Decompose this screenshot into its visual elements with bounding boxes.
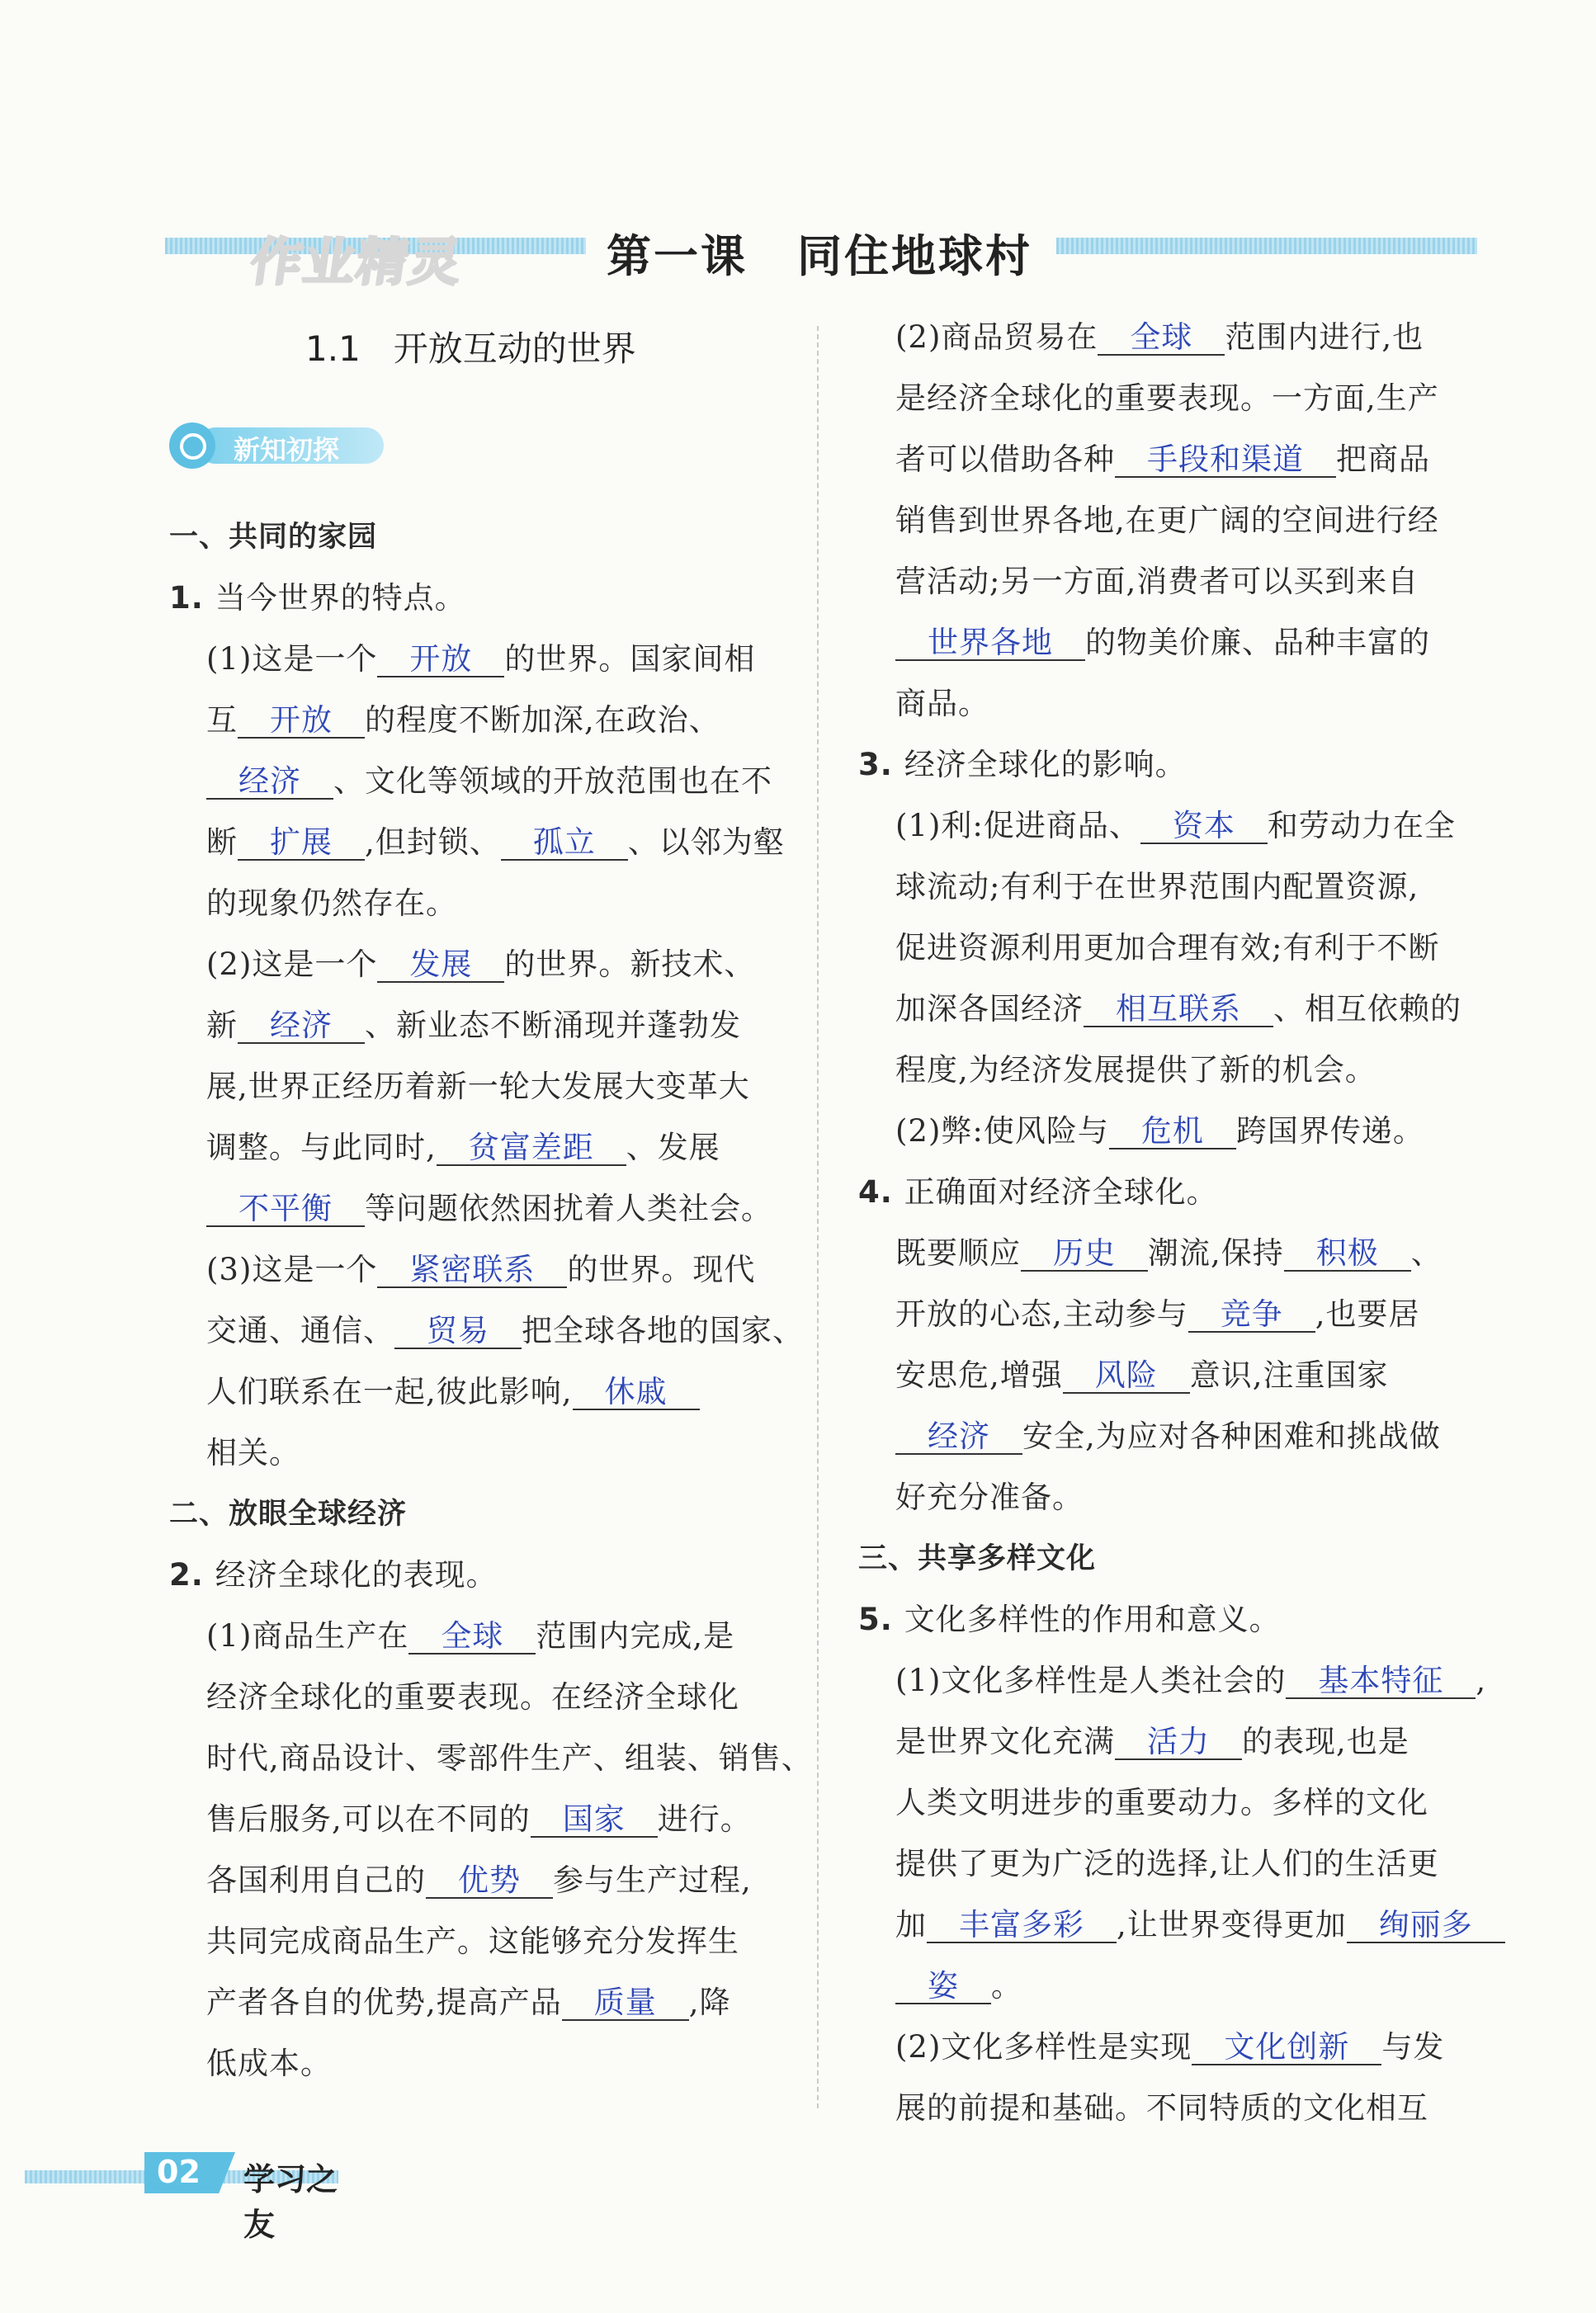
text-line — [895, 1723, 1409, 1761]
text-run: 当今世界的特点。 — [215, 580, 466, 616]
text-run: (1)这是一个 — [206, 641, 378, 677]
text-run: 促进资源利用更加合理有效;有利于不断 — [895, 930, 1440, 965]
lesson-title — [607, 221, 1032, 285]
text-line — [206, 885, 457, 923]
text-run: 经济全球化的表现。 — [215, 1557, 498, 1593]
text-run: 进行。 — [657, 1801, 752, 1837]
text-run: 、新业态不断涌现并蓬勃发 — [365, 1008, 741, 1043]
text-run: 正确面对经济全球化。 — [904, 1174, 1218, 1210]
text-line — [895, 1234, 1443, 1272]
text-line — [895, 319, 1424, 356]
answer-blank: 风险 — [1063, 1359, 1190, 1394]
answer-blank: 贸易 — [394, 1315, 522, 1349]
text-run: 既要顺应 — [895, 1235, 1021, 1271]
text-line — [895, 1357, 1389, 1395]
text-run: 、相互依赖的 — [1273, 991, 1461, 1027]
item-number: 5. — [858, 1602, 904, 1637]
text-line — [895, 563, 1419, 601]
text-line — [895, 929, 1439, 967]
text-line — [206, 1923, 739, 1961]
text-run: 潮流,保持 — [1148, 1235, 1284, 1271]
text-run: 、文化等领域的开放范围也在不 — [333, 763, 772, 799]
answer-blank: 历史 — [1021, 1237, 1148, 1272]
text-run: 销售到世界各地,在更广阔的空间进行经 — [895, 503, 1439, 538]
section-heading: 一、共同的家园 — [169, 521, 378, 554]
text-run: 的世界。现代 — [567, 1252, 756, 1287]
text-line — [895, 1418, 1441, 1456]
text-run: 产者各自的优势,提高产品 — [206, 1985, 562, 2020]
text-line — [206, 1678, 739, 1716]
watermark: 作业精灵 — [247, 232, 467, 292]
text-line — [206, 1801, 752, 1839]
text-line — [206, 2045, 332, 2083]
badge-label: 新知初探 — [234, 434, 340, 465]
text-run: 文化多样性的作用和意义。 — [904, 1602, 1281, 1637]
text-run: 营活动;另一方面,消费者可以买到来自 — [895, 564, 1419, 599]
answer-blank: 姿 — [895, 1970, 991, 2004]
text-run: 展的前提和基础。不同特质的文化相互 — [895, 2090, 1428, 2126]
answer-blank: 质量 — [562, 1986, 689, 2021]
text-run: 是经济全球化的重要表现。一方面,生产 — [895, 380, 1439, 416]
text-line — [895, 1967, 1022, 2005]
text-line — [206, 1251, 755, 1289]
text-run: (1)利:促进商品、 — [895, 808, 1140, 843]
text-run: 共同完成商品生产。这能够充分发挥生 — [206, 1924, 739, 1959]
answer-blank: 基本特征 — [1286, 1664, 1476, 1699]
text-run: 意识,注重国家 — [1189, 1357, 1389, 1393]
answer-blank: 贫富差距 — [437, 1131, 626, 1166]
text-line — [206, 1617, 734, 1655]
text-run: 球流动;有利于在世界范围内配置资源, — [895, 869, 1419, 904]
text-run: 的世界。新技术、 — [504, 946, 756, 982]
text-run: 把全球各地的国家、 — [522, 1313, 804, 1348]
text-line — [206, 824, 785, 861]
answer-blank: 文化创新 — [1192, 2031, 1381, 2065]
section-number: 1.1 — [305, 328, 361, 369]
text-run: (1)文化多样性是人类社会的 — [895, 1663, 1287, 1698]
text-line — [206, 1373, 700, 1411]
text-line — [206, 1862, 752, 1900]
answer-blank: 积极 — [1284, 1237, 1411, 1272]
text-line — [895, 1784, 1428, 1822]
text-run: 者可以借助各种 — [895, 441, 1115, 477]
text-line — [895, 502, 1439, 540]
text-run: (2)弊:使风险与 — [895, 1113, 1109, 1149]
text-run: 开放的心态,主动参与 — [895, 1296, 1188, 1332]
answer-blank: 开放 — [238, 704, 365, 739]
answer-blank: 经济 — [238, 1009, 365, 1044]
text-line — [895, 1906, 1505, 1944]
answer-blank: 紧密联系 — [377, 1253, 567, 1288]
section-heading: 三、共享多样文化 — [858, 1542, 1097, 1575]
answer-blank: 活力 — [1115, 1725, 1242, 1760]
text-line — [206, 1312, 804, 1350]
text-line — [895, 1051, 1376, 1089]
text-line — [895, 2028, 1444, 2066]
text-run: (2)这是一个 — [206, 946, 378, 982]
text-run: 范围内进行,也 — [1225, 319, 1424, 355]
text-line — [895, 1112, 1424, 1150]
text-run: 的物美价廉、品种丰富的 — [1085, 625, 1430, 660]
item-number: 1. — [169, 580, 215, 616]
page-number: 02 — [157, 2154, 201, 2190]
text-run: 商品。 — [895, 686, 989, 721]
answer-blank: 经济 — [206, 765, 333, 800]
text-run: 新 — [206, 1008, 238, 1043]
numbered-item — [858, 746, 1187, 784]
text-line — [895, 685, 989, 723]
text-run: 是世界文化充满 — [895, 1724, 1115, 1759]
text-run: 安思危,增强 — [895, 1357, 1063, 1393]
text-run: (1)商品生产在 — [206, 1618, 409, 1654]
text-run: 范围内完成,是 — [536, 1618, 735, 1654]
answer-blank: 全球 — [1098, 321, 1225, 356]
text-line — [895, 2089, 1428, 2127]
text-run: 低成本。 — [206, 2046, 332, 2081]
text-run: 、 — [1410, 1235, 1443, 1271]
text-run: 时代,商品设计、零部件生产、组装、销售、 — [206, 1740, 813, 1776]
text-line — [206, 1984, 731, 2022]
target-icon — [169, 422, 215, 469]
text-run: 程度,为经济发展提供了新的机会。 — [895, 1052, 1376, 1088]
numbered-item — [169, 1556, 498, 1594]
section-name: 开放互动的世界 — [393, 328, 636, 369]
text-run: 各国利用自己的 — [206, 1862, 426, 1898]
text-run: (2)文化多样性是实现 — [895, 2029, 1192, 2065]
text-run: ,但封锁、 — [365, 824, 501, 860]
text-line — [895, 1845, 1439, 1883]
text-run: 加深各国经济 — [895, 991, 1084, 1027]
text-run: 与发 — [1381, 2029, 1445, 2065]
text-line — [895, 1662, 1486, 1700]
text-run: 。 — [991, 1968, 1022, 2004]
text-run: , — [1476, 1663, 1487, 1698]
text-run: 互 — [206, 702, 238, 738]
answer-blank: 国家 — [531, 1803, 658, 1838]
item-number: 3. — [858, 747, 904, 782]
item-number: 2. — [169, 1557, 215, 1593]
text-run: 交通、通信、 — [206, 1313, 394, 1348]
answer-blank: 开放 — [377, 643, 504, 677]
text-line — [895, 624, 1430, 662]
new-knowledge-badge — [169, 422, 384, 469]
section-title — [305, 322, 636, 371]
text-run: 参与生产过程, — [553, 1862, 752, 1898]
text-run: 、以邻为壑 — [627, 824, 785, 860]
text-run: 好充分准备。 — [895, 1480, 1084, 1515]
column-divider — [817, 326, 819, 2108]
text-run: 经济全球化的重要表现。在经济全球化 — [206, 1679, 739, 1715]
text-line — [895, 1296, 1420, 1334]
text-line — [206, 1068, 750, 1106]
section-heading: 二、放眼全球经济 — [169, 1498, 408, 1531]
text-run: 人们联系在一起,彼此影响, — [206, 1374, 573, 1409]
text-run: 和劳动力在全 — [1267, 808, 1456, 843]
item-number: 4. — [858, 1174, 904, 1210]
text-run: 的世界。国家间相 — [504, 641, 756, 677]
answer-blank: 优势 — [426, 1864, 553, 1899]
text-run: 等问题依然困扰着人类社会。 — [365, 1191, 772, 1226]
text-run: 断 — [206, 824, 238, 860]
answer-blank: 手段和渠道 — [1115, 443, 1336, 478]
answer-blank: 休戚 — [573, 1376, 700, 1410]
text-run: 提供了更为广泛的选择,让人们的生活更 — [895, 1846, 1439, 1881]
text-line — [895, 441, 1430, 479]
text-line — [895, 868, 1419, 906]
text-line — [895, 990, 1461, 1028]
text-run: 人类文明进步的重要动力。多样的文化 — [895, 1785, 1428, 1820]
text-line — [206, 1739, 813, 1777]
text-run: ,降 — [688, 1985, 731, 2020]
text-run: (3)这是一个 — [206, 1252, 378, 1287]
answer-blank: 资本 — [1140, 810, 1268, 844]
text-run: 的表现,也是 — [1242, 1724, 1409, 1759]
answer-blank: 竞争 — [1188, 1298, 1315, 1333]
text-run: 的程度不断加深,在政治、 — [365, 702, 720, 738]
text-run: 、发展 — [626, 1130, 720, 1165]
lesson-number: 第一课 — [607, 230, 748, 282]
text-run: 把商品 — [1336, 441, 1430, 477]
text-line — [206, 640, 755, 678]
text-line — [206, 701, 720, 739]
answer-blank: 不平衡 — [206, 1192, 365, 1227]
text-line — [206, 1434, 300, 1472]
text-run: (2)商品贸易在 — [895, 319, 1098, 355]
answer-blank: 孤立 — [501, 826, 628, 861]
text-line — [206, 1190, 772, 1228]
text-run: ,也要居 — [1315, 1296, 1420, 1332]
answer-blank: 扩展 — [238, 826, 365, 861]
page-footer — [25, 2145, 338, 2243]
answer-blank: 危机 — [1109, 1115, 1236, 1149]
book-name: 学习之友 — [243, 2160, 338, 2243]
answer-blank: 丰富多彩 — [927, 1909, 1117, 1943]
text-run: 经济全球化的影响。 — [904, 747, 1187, 782]
text-run: 相关。 — [206, 1435, 300, 1470]
text-run: 售后服务,可以在不同的 — [206, 1801, 531, 1837]
text-line — [206, 946, 755, 984]
text-run: 的现象仍然存在。 — [206, 885, 457, 921]
text-run: ,让世界变得更加 — [1117, 1907, 1347, 1942]
answer-blank: 经济 — [895, 1420, 1022, 1455]
text-run: 展,世界正经历着新一轮大发展大变革大 — [206, 1069, 750, 1104]
numbered-item — [858, 1601, 1281, 1639]
answer-blank: 相互联系 — [1084, 993, 1273, 1027]
text-line — [206, 1129, 720, 1167]
text-line — [206, 762, 772, 800]
numbered-item — [169, 579, 466, 617]
text-line — [895, 1479, 1084, 1517]
answer-blank: 发展 — [377, 948, 504, 983]
text-run: 安全,为应对各种困难和挑战做 — [1022, 1418, 1441, 1454]
text-line — [206, 1007, 741, 1045]
lesson-name: 同住地球村 — [797, 230, 1032, 282]
text-line — [895, 380, 1439, 418]
lesson-banner — [0, 221, 1596, 292]
text-line — [895, 807, 1456, 845]
text-run: 跨国界传递。 — [1235, 1113, 1424, 1149]
text-run: 调整。与此同时, — [206, 1130, 437, 1165]
numbered-item — [858, 1173, 1218, 1211]
answer-blank: 全球 — [408, 1620, 536, 1655]
answer-blank: 绚丽多 — [1347, 1909, 1505, 1943]
answer-blank: 世界各地 — [895, 626, 1085, 661]
text-run: 加 — [895, 1907, 927, 1942]
banner-bar-right — [1056, 238, 1477, 254]
